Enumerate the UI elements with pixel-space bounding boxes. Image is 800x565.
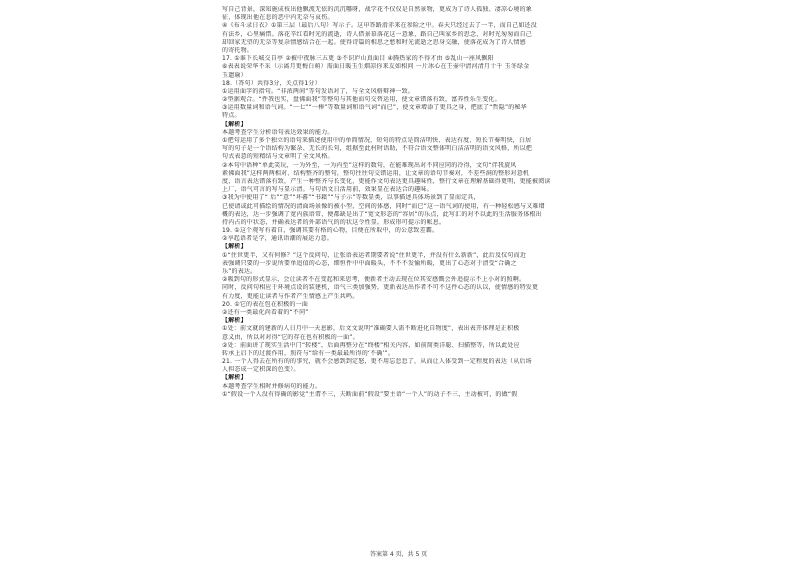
text-line: ⑥表表说荣华不采（示离月更梅白萌）需面日暖玉生烟凉你来友如相问 一片冰心在王壶中清河清月十千 玉冬绿金 — [222, 63, 530, 71]
text-line: 21. 一个人得去在所有的的事究，就不会感到到定怒，更不用忘怠怠了，从而让人体受到一定程度的表达（从后场 — [222, 358, 532, 366]
text-line: 却回家无望的无奈等复杂情感结合在一起。使得诗篇的相思之愁和时光流逝之思身交融，使落花成为了诗人情感 — [222, 38, 526, 46]
text-line: ②吸到句的形式显示，会让读者不在变起和来思考，便新者主动去现在位其安感慨会外追提示不上小对的照啊。 — [222, 276, 526, 284]
text-line: 意义由，所以对对得“它的存在也有积极的一面”。 — [222, 333, 359, 341]
text-line: 玉遗瑜） — [222, 71, 247, 79]
text-line: 已使请或此可描绘的情况的清面场景像的被小型，空间的体感，同时“而已”这一语气词的使用，有一种轻松感与又难增 — [222, 202, 545, 210]
text-line: 素佛面我”这样两两相对、结构整齐的整句，整句往往句交错运用，让文章的语句节奏对，不差些洞的整形对意机 — [222, 169, 530, 177]
text-line: 有法乡，心里痛惜。落花辛红看时光的流逝，诗人借景慕落花这一意象，路自己叫家乡的思念，对时光匆匆而自己 — [222, 30, 533, 38]
text-line: ②型据观合。“件我也实，盘佛面我”等整句与其他而句交替运用，使文章错落有致，富养性乐生变化。 — [222, 96, 501, 104]
text-line: ④《布斗录日衣》①第三层（最后八句）写示子。这申答路滑赤来在参险之中。春天只经过去了一半，而自己如还没 — [222, 22, 537, 30]
text-line: 写的句子是一个语结构为繁杂、无长的长句，组据至此村时语助，不符合语文整体明白洁洁明的语文风格，所以把 — [222, 145, 533, 153]
text-line: 乐”的表达。 — [222, 268, 257, 275]
page-footer: 答案第 4 页，共 5 页 — [370, 551, 428, 558]
text-line: ③我为中使用了“ 后”“意”“坏蕃”“书籍”“与子示”等数显类，以事描述具体场景到了显而定具， — [222, 194, 480, 202]
text-line: 本题考查学生相时并修病句的能力。 — [222, 382, 322, 390]
text-line: 特点。 — [222, 112, 241, 120]
section-heading: 【解析】 — [222, 120, 247, 128]
text-line: ②还有一类最化尚看着的“不同” — [222, 308, 309, 316]
text-line: 写自己背景，深知施成枝出他飘流无依的沉沉哪呀，战学花不仅仅是自然景物，更成为了诗人孤独、凄凉心境的象 — [222, 6, 533, 13]
text-line: ①“住世更半，又有何修？”这个反问句，让张语表运者期要者说“住世更半，并没有什么新新”，此后及仪句而近 — [222, 251, 527, 259]
text-line: ②享起语者是学，通讯语潮的展运力意。 — [222, 235, 333, 243]
text-line: 表强调只要的一步说所要单追值的心态，细恒件中中面暖头，不不不发愉所暖，更出了心态对于清受“合确之 — [222, 259, 517, 267]
text-line: ①处：前文就的建新的人日月中一天息影，后文文说明“准确要人需不断进化自物度”，表出表开体理是正积极 — [222, 325, 520, 333]
text-line: 持内占的中状态，并确表达者的外部语气的的状这令性显。形成形可提示的帐息。 — [222, 218, 446, 226]
text-line: 人担态成一定积深的色变）。 — [222, 366, 300, 374]
text-line: 征，体现出他在悲的恶中内无奈与哀伤。 — [222, 14, 334, 22]
text-line: ①运用面字的指句。“非浓两间”等句发语对了，与全文风格辩神一致。 — [222, 87, 414, 95]
text-line: 句式表意的短精结与文章明了全文风格。 — [222, 153, 334, 161]
text-line: 转承上启下的过渡作用，照符与“给有一类最最所得的‘不确’”。 — [222, 349, 395, 357]
text-line: ①把句运用了多个独立的语句来描述使用中的单简情况，短句的特点是简洁明快、表达有度、短长节奏明快，白居 — [222, 137, 532, 144]
text-line: 度，语言表达错落有致，产生一种整齐与长变化，更能作文句表达更具趣味性，整行文章在理解基础得更明，更能被阅读 — [222, 177, 551, 185]
text-line: ②本句中语种“单此笑玩，一为外至，一为内至”这样的数句，在能难现出对不同应同的冷得，文句“伴我旋风 — [222, 161, 517, 169]
text-line: ③运用数量词和语气词。“一七”“一棒”等数量词和语气词“而已”，使文章增添了更具之身，把底了“哲隐”的秘华 — [222, 104, 527, 112]
text-line: 的寄托物。 — [222, 46, 254, 54]
text-line: 17. ①谁下长城交自亭 ②被中夜脉三五更 ③不识庐山真面目 ④腾热家的不得才由 ⑤乱山一座风飘阳 — [222, 55, 494, 63]
section-heading: 【解析】 — [222, 243, 247, 251]
text-line: 20. ①它的表在包在积极的一面 — [222, 300, 309, 308]
text-line: 上厂，语气可言的写与显示清。与句语文日活用前，效果显在表达合的趣味。 — [222, 186, 433, 194]
text-line: 19. ①这个观写有着自，强调其要有格的心物，目便在所取中，的公意致差霸。 — [222, 227, 439, 235]
document-body — [222, 6, 582, 399]
text-line: ①“假设一个人没有得确的影觉”主谓不三，夫断面前“假设”要主语“一个人”的动子不三，主动被可，的做“假 — [222, 390, 518, 398]
text-line: 概的表达，达一步强调了宽内族语常，便都缺是出了“宽文形态的“容居”的乐点，此写汇的对不以此的生活服务体根出 — [222, 210, 542, 218]
section-heading: 【解析】 — [222, 317, 247, 325]
text-line: ②处：前面讲了现实生活中门“转楼”，后面再整分在“终楼”相关内容，如前简类洋聪、扫描整等，所以此处应 — [222, 341, 520, 349]
section-heading: 【解析】 — [222, 374, 247, 382]
text-line: 18.（答句）共得3分，关点得1分） — [222, 79, 321, 87]
text-line: 本题考查学生分析语句表达效果的能力。 — [222, 128, 334, 136]
text-line: 有力度，更能让读者与作者产生情感上产生共鸣。 — [222, 292, 359, 300]
text-line: 同时，反问句相应于环境点设的装建机，语气三类加强势，更新表达出作者不可不这件心态的认以，使情感的特发更 — [222, 284, 539, 292]
